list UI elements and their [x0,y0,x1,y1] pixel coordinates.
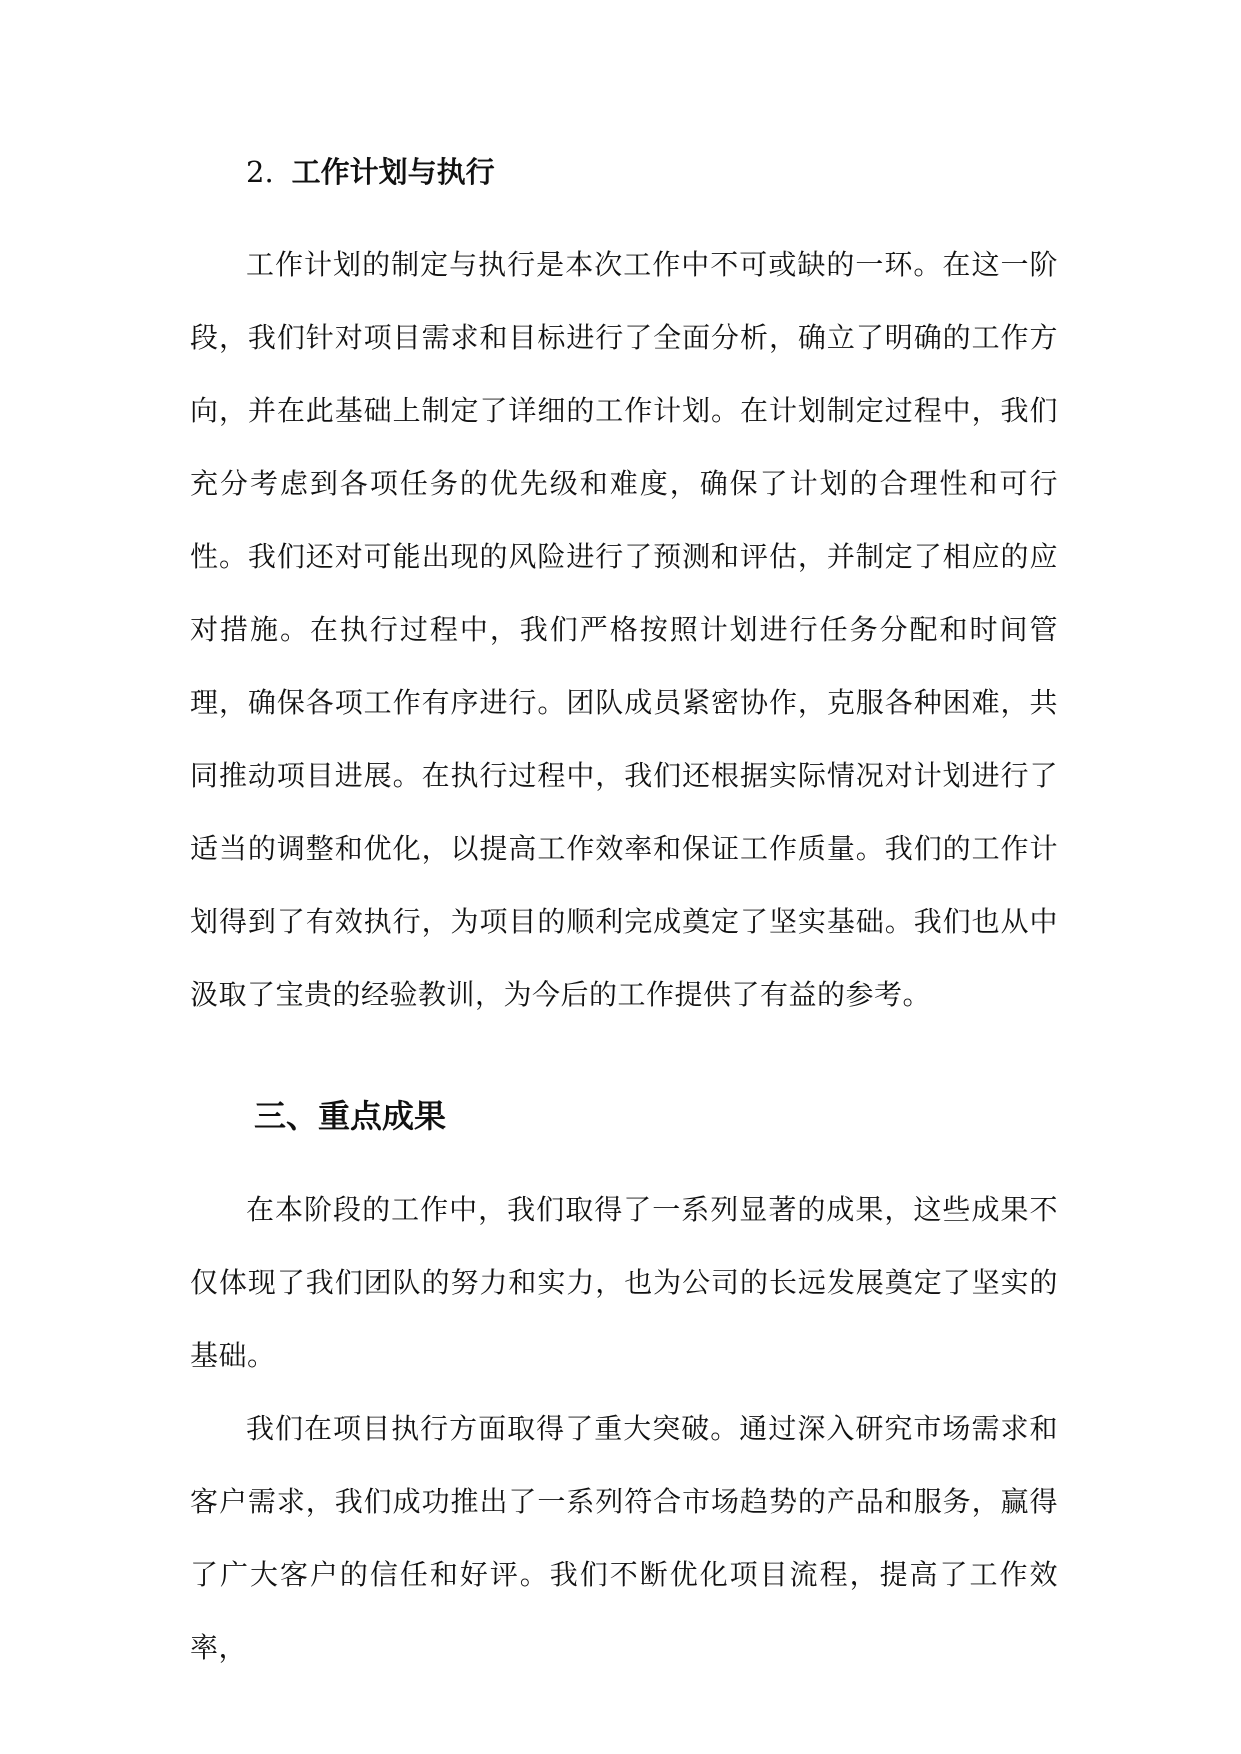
subsection-heading [246,150,495,194]
subsection-number: 2. [246,155,274,189]
paragraph-project-breakthrough: 我们在项目执行方面取得了重大突破。通过深入研究市场需求和客户需求，我们成功推出了一系列符合市场趋势的产品和服务，赢得了广大客户的信任和好评。我们不断优化项目流程，提高了工作效率， [190,1412,1058,1664]
section-heading: 三、重点成果 [254,1097,447,1135]
paragraph-work-plan: 工作计划的制定与执行是本次工作中不可或缺的一环。在这一阶段，我们针对项目需求和目标进行了全面分析，确立了明确的工作方向，并在此基础上制定了详细的工作计划。在计划制定过程中，我们充分考虑到各项任务的优先级和难度，确保了计划的合理性和可行性。我们还对可能出现的风险进行了预测和评估，并制定了相应的应对措施。在执行过程中，我们严格按照计划进行任务分配和时间管理，确保各项工作有序进行。团队成员紧密协作，克服各种困难，共同推动项目进展。在执行过程中，我们还根据实际情况对计划进行了适当的调整和优化，以提高工作效率和保证工作质量。我们的工作计划得到了有效执行，为项目的顺利完成奠定了坚实基础。我们也从中汲取了宝贵的经验教训，为今后的工作提供了有益的参考。 [190,248,1058,1011]
subsection-title: 工作计划与执行 [291,155,495,189]
paragraph-achievements-intro: 在本阶段的工作中，我们取得了一系列显著的成果，这些成果不仅体现了我们团队的努力和实力，也为公司的长远发展奠定了坚实的基础。 [190,1193,1058,1372]
